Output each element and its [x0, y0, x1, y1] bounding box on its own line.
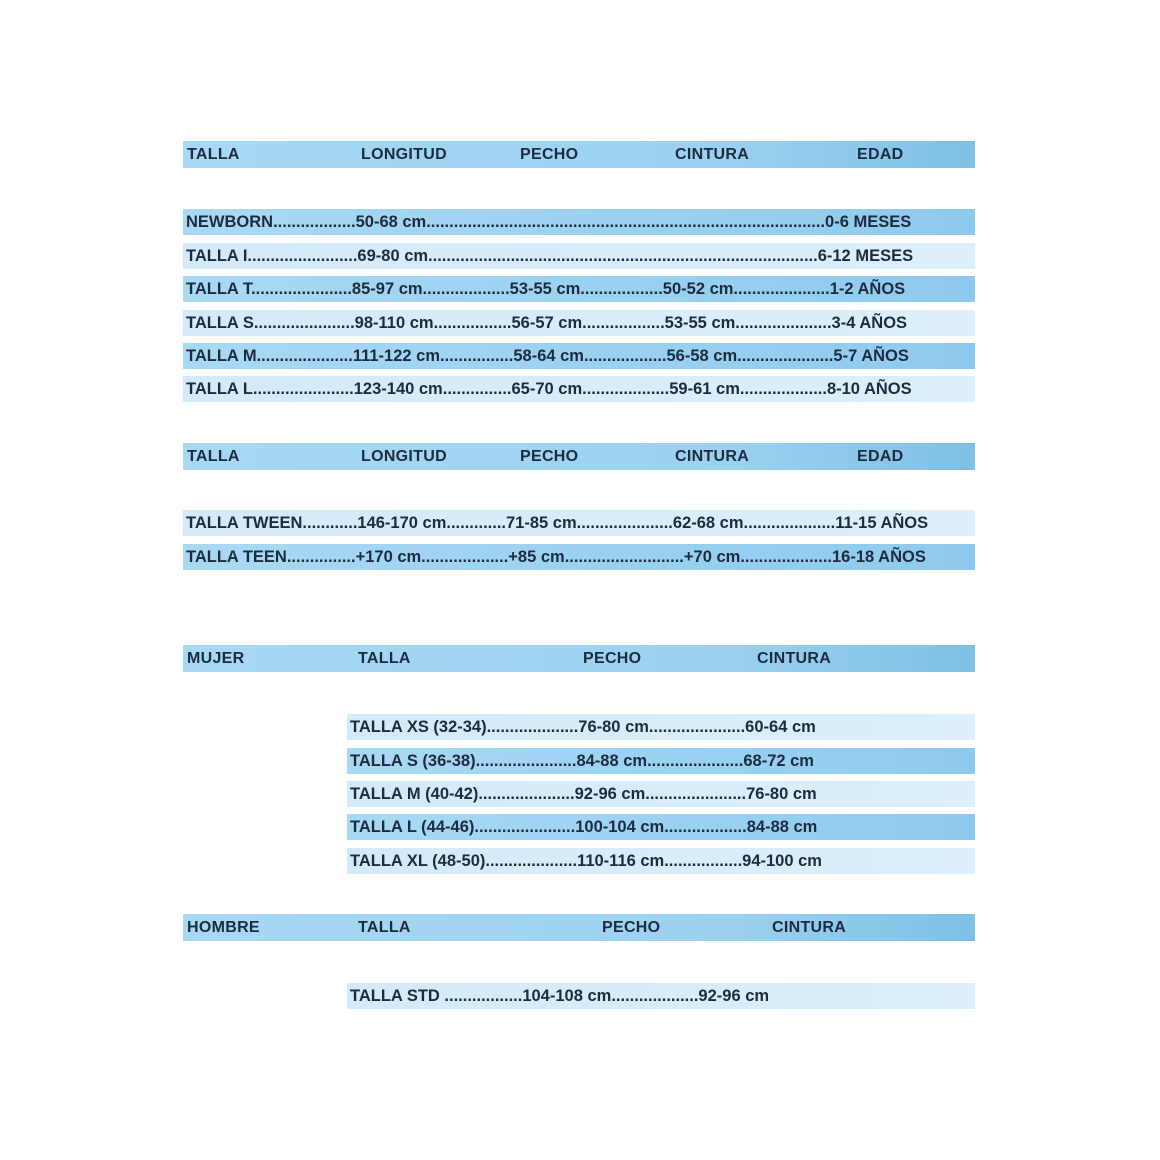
- header-cell-edad: EDAD: [857, 146, 904, 163]
- header-cell-talla: TALLA: [358, 650, 411, 667]
- header-cell-mujer: MUJER: [187, 650, 245, 667]
- header-cell-longitud: LONGITUD: [361, 448, 447, 465]
- table-row-talla-s-mujer: TALLA S (36-38)......................84-88 cm.....................68-72 cm: [347, 748, 975, 774]
- table-row-talla-tween: TALLA TWEEN............146-170 cm.............71-85 cm.....................62-68 cm....................11-15 AÑOS: [183, 510, 975, 536]
- header-cell-talla: TALLA: [187, 448, 240, 465]
- header-cell-pecho: PECHO: [520, 448, 579, 465]
- header-cell-cintura: CINTURA: [675, 146, 750, 163]
- header-cell-edad: EDAD: [857, 448, 904, 465]
- table-row-talla-t: TALLA T......................85-97 cm...................53-55 cm..................50-52 cm.....................1-2 AÑOS: [183, 276, 975, 302]
- table-row-talla-l-mujer: TALLA L (44-46)......................100-104 cm..................84-88 cm: [347, 814, 975, 840]
- header-cell-pecho: PECHO: [583, 650, 642, 667]
- table-row-talla-m: TALLA M.....................111-122 cm................58-64 cm..................56-58 cm.....................5-7 AÑOS: [183, 343, 975, 369]
- kids-table-header: [183, 141, 975, 168]
- women-table-header: [183, 645, 975, 672]
- table-row-talla-i: TALLA I........................69-80 cm.....................................................................................6-12 MESES: [183, 243, 975, 269]
- table-row-talla-teen: TALLA TEEN...............+170 cm...................+85 cm..........................+70 cm....................16-18 AÑOS: [183, 544, 975, 570]
- table-row-talla-xl: TALLA XL (48-50)....................110-116 cm.................94-100 cm: [347, 848, 975, 874]
- tween-teen-table-header: [183, 443, 975, 470]
- header-cell-pecho: PECHO: [520, 146, 579, 163]
- table-row-talla-std: TALLA STD .................104-108 cm...................92-96 cm: [347, 983, 975, 1009]
- table-row-talla-l: TALLA L......................123-140 cm...............65-70 cm...................59-61 cm...................8-10 AÑOS: [183, 376, 975, 402]
- header-cell-talla: TALLA: [358, 919, 411, 936]
- header-cell-cintura: CINTURA: [675, 448, 750, 465]
- header-cell-cintura: CINTURA: [757, 650, 832, 667]
- table-row-talla-s: TALLA S......................98-110 cm.................56-57 cm..................53-55 cm.....................3-4 AÑOS: [183, 310, 975, 336]
- header-cell-cintura: CINTURA: [772, 919, 847, 936]
- table-row-newborn: NEWBORN..................50-68 cm.......................................................................................0-6 MESES: [183, 209, 975, 235]
- header-cell-longitud: LONGITUD: [361, 146, 447, 163]
- header-cell-pecho: PECHO: [602, 919, 661, 936]
- header-cell-talla: TALLA: [187, 146, 240, 163]
- header-cell-hombre: HOMBRE: [187, 919, 260, 936]
- table-row-talla-xs: TALLA XS (32-34)....................76-80 cm.....................60-64 cm: [347, 714, 975, 740]
- men-table-header: [183, 914, 975, 941]
- table-row-talla-m-mujer: TALLA M (40-42).....................92-96 cm......................76-80 cm: [347, 781, 975, 807]
